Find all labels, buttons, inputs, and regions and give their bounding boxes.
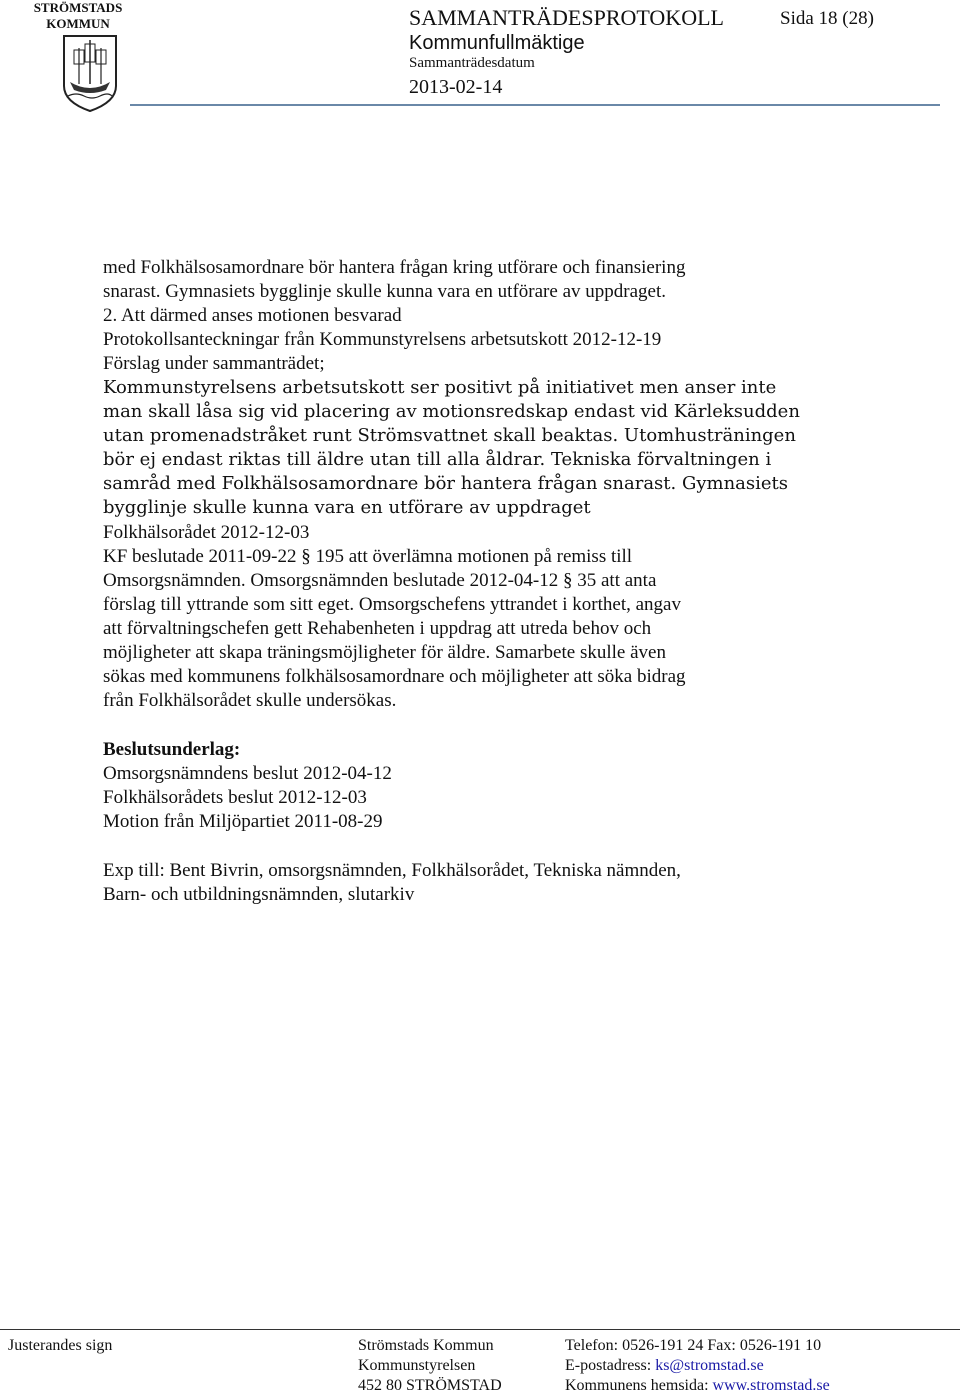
body-line: utan promenadstråket runt Strömsvattnet skall beaktas. Utomhusträningen bbox=[103, 425, 796, 446]
body-line: möjligheter att skapa träningsmöjligheter för äldre. Samarbete skulle även bbox=[103, 642, 666, 663]
body-line: förslag till yttrande som sitt eget. Omsorgschefens yttrandet i korthet, angav bbox=[103, 594, 681, 615]
footer-web-row bbox=[565, 1376, 830, 1396]
body-line: från Folkhälsorådet skulle undersökas. bbox=[103, 690, 397, 711]
body-line: med Folkhälsosamordnare bör hantera frågan kring utförare och finansiering bbox=[103, 257, 686, 278]
org-name-line1: STRÖMSTADS bbox=[33, 0, 123, 15]
body-line: Protokollsanteckningar från Kommunstyrelsens arbetsutskott 2012-12-19 bbox=[103, 329, 662, 350]
body-line: Kommunstyrelsens arbetsutskott ser positivt på initiativet men anser inte bbox=[103, 377, 777, 398]
footer-divider bbox=[0, 1329, 960, 1330]
decision-basis-item: Motion från Miljöpartiet 2011-08-29 bbox=[103, 811, 383, 832]
footer-address-line: 452 80 STRÖMSTAD bbox=[358, 1377, 502, 1394]
body-line: man skall låsa sig vid placering av motionsredskap endast vid Kärleksudden bbox=[103, 401, 800, 422]
body-line: KF beslutade 2011-09-22 § 195 att överlämna motionen på remiss till bbox=[103, 546, 633, 567]
decision-basis-item: Omsorgsnämndens beslut 2012-04-12 bbox=[103, 763, 392, 784]
body-line: 2. Att därmed anses motionen besvarad bbox=[103, 305, 402, 326]
web-label: Kommunens hemsida: bbox=[565, 1377, 713, 1394]
footer-address-line: Strömstads Kommun bbox=[358, 1337, 494, 1354]
website-link[interactable]: www.stromstad.se bbox=[712, 1377, 830, 1394]
email-link[interactable]: ks@stromstad.se bbox=[655, 1357, 764, 1374]
body-line: samråd med Folkhälsosamordnare bör hantera frågan snarast. Gymnasiets bbox=[103, 473, 789, 494]
header-divider bbox=[130, 104, 940, 106]
distribution-line: Exp till: Bent Bivrin, omsorgsnämnden, Folkhälsorådet, Tekniska nämnden, bbox=[103, 860, 681, 881]
footer-phone: Telefon: 0526-191 24 Fax: 0526-191 10 bbox=[565, 1337, 822, 1354]
decision-basis-heading: Beslutsunderlag: bbox=[103, 739, 241, 760]
footer-email-row bbox=[565, 1356, 764, 1376]
org-name-line2: KOMMUN bbox=[46, 16, 110, 31]
email-label: E-postadress: bbox=[565, 1357, 656, 1374]
meeting-date: 2013-02-14 bbox=[409, 76, 503, 98]
body-name: Kommunfullmäktige bbox=[409, 32, 585, 54]
document-title: SAMMANTRÄDESPROTOKOLL bbox=[409, 5, 724, 30]
body-line: att förvaltningschefen gett Rehabenheten i uppdrag att utreda behov och bbox=[103, 618, 652, 639]
body-line: Förslag under sammanträdet; bbox=[103, 353, 325, 374]
body-line: bygglinje skulle kunna vara en utförare av uppdraget bbox=[103, 497, 591, 518]
signature-label: Justerandes sign bbox=[8, 1337, 113, 1354]
municipal-crest-icon bbox=[62, 34, 118, 112]
distribution-line: Barn- och utbildningsnämnden, slutarkiv bbox=[103, 884, 415, 905]
body-line: bör ej endast riktas till äldre utan till alla åldrar. Tekniska förvaltningen i bbox=[103, 449, 772, 470]
meeting-date-label: Sammanträdesdatum bbox=[409, 55, 535, 71]
footer-address-line: Kommunstyrelsen bbox=[358, 1357, 476, 1374]
body-line: sökas med kommunens folkhälsosamordnare och möjligheter att söka bidrag bbox=[103, 666, 686, 687]
body-line: snarast. Gymnasiets bygglinje skulle kunna vara en utförare av uppdraget. bbox=[103, 281, 666, 302]
body-line: Omsorgsnämnden. Omsorgsnämnden beslutade 2012-04-12 § 35 att anta bbox=[103, 570, 657, 591]
decision-basis-item: Folkhälsorådets beslut 2012-12-03 bbox=[103, 787, 367, 808]
body-line: Folkhälsorådet 2012-12-03 bbox=[103, 522, 310, 543]
page-number: Sida 18 (28) bbox=[780, 8, 874, 29]
municipality-logo-text bbox=[8, 0, 148, 32]
